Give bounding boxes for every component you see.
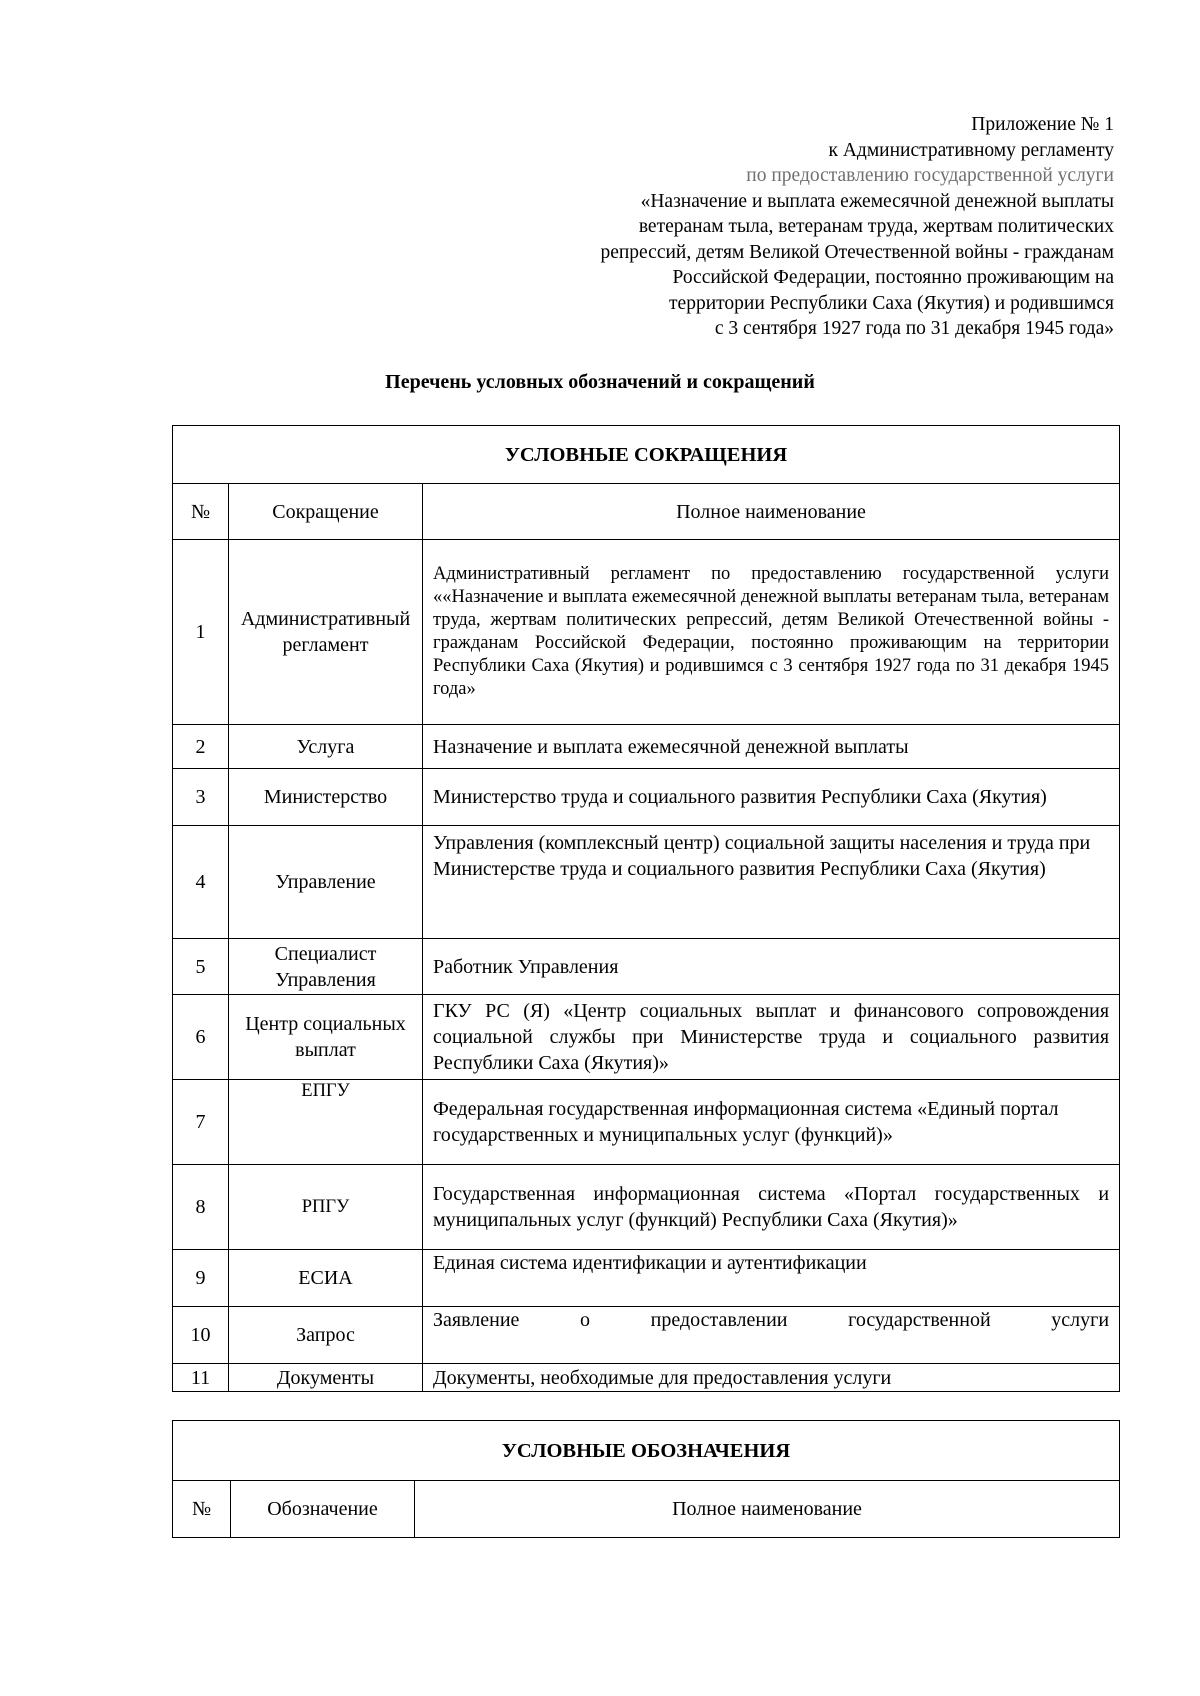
symbols-table <box>172 1420 1120 1538</box>
row-abbr: Центр социальных выплат <box>229 995 423 1080</box>
header-line: ветеранам тыла, ветеранам труда, жертвам политических <box>638 216 1114 237</box>
row-full: Министерство труда и социального развития Республики Саха (Якутия) <box>423 769 1120 826</box>
table-row <box>173 540 1120 725</box>
row-abbr: Запрос <box>229 1307 423 1364</box>
table-row <box>173 1364 1120 1392</box>
row-abbr: ЕПГУ <box>229 1080 423 1165</box>
row-num: 6 <box>173 995 229 1080</box>
header-line: Российской Федерации, постоянно проживающим на <box>672 267 1114 288</box>
table-section-header <box>173 1421 1120 1481</box>
column-header-full: Полное наименование <box>423 484 1120 540</box>
row-num: 11 <box>173 1364 229 1392</box>
row-num: 10 <box>173 1307 229 1364</box>
row-full: Федеральная государственная информационная система «Единый портал государственных и муниципальных услуг (функций)» <box>423 1080 1120 1165</box>
row-num: 9 <box>173 1250 229 1307</box>
table-row <box>173 1250 1120 1307</box>
table-row <box>173 995 1120 1080</box>
row-full: Заявление о предоставлении государственной услуги <box>423 1307 1120 1364</box>
column-header-abbr: Сокращение <box>229 484 423 540</box>
header-line: Приложение № 1 <box>971 114 1114 135</box>
row-num: 1 <box>173 540 229 725</box>
row-abbr: Услуга <box>229 725 423 769</box>
row-abbr: Специалист Управления <box>229 939 423 995</box>
row-num: 3 <box>173 769 229 826</box>
header-line: территории Республики Саха (Якутия) и родившимся <box>669 292 1114 314</box>
abbreviations-table <box>172 425 1120 1392</box>
row-full: Назначение и выплата ежемесячной денежной выплаты <box>423 725 1120 769</box>
header-line: к Административному регламенту <box>828 139 1114 161</box>
header-line: репрессий, детям Великой Отечественной войны - гражданам <box>600 241 1114 263</box>
row-full: Государственная информационная система «Портал государственных и муниципальных услуг (функций) Республики Саха (Якутия)» <box>423 1165 1120 1250</box>
row-full: Административный регламент по предоставлению государственной услуги ««Назначение и выплата ежемесячной денежной выплаты ветеранам тыла, ветеранам труда, жертвам политических репрессий, детям Великой Отечественной войны - гражданам Российской Федерации, постоянно проживающим на территории Республики Саха (Якутия) и родившимся с 3 сентября 1927 года по 31 декабря 1945 года» <box>423 540 1120 725</box>
header-line: с 3 сентября 1927 года по 31 декабря 1945 года» <box>714 318 1114 339</box>
section-title: УСЛОВНЫЕ ОБОЗНАЧЕНИЯ <box>173 1421 1120 1481</box>
row-abbr: Управление <box>229 826 423 939</box>
column-header-full: Полное наименование <box>415 1481 1120 1538</box>
row-num: 4 <box>173 826 229 939</box>
section-title: УСЛОВНЫЕ СОКРАЩЕНИЯ <box>173 426 1120 484</box>
table-column-header <box>173 484 1120 540</box>
table-row <box>173 1165 1120 1250</box>
table-row <box>173 769 1120 826</box>
column-header-sign: Обозначение <box>231 1481 415 1538</box>
column-header-num: № <box>173 1481 231 1538</box>
row-full: Работник Управления <box>423 939 1120 995</box>
column-header-num: № <box>173 484 229 540</box>
row-abbr: Документы <box>229 1364 423 1392</box>
table-section-header <box>173 426 1120 484</box>
row-full: Документы, необходимые для предоставления услуги <box>423 1364 1120 1392</box>
row-num: 5 <box>173 939 229 995</box>
table-row <box>173 725 1120 769</box>
row-full: Единая система идентификации и аутентификации <box>423 1250 1120 1307</box>
header-line: «Назначение и выплата ежемесячной денежной выплаты <box>640 190 1114 212</box>
document-title: Перечень условных обозначений и сокращений <box>385 371 815 393</box>
table-row <box>173 939 1120 995</box>
row-abbr: ЕСИА <box>229 1250 423 1307</box>
table-row <box>173 1080 1120 1165</box>
header-line: по предоставлению государственной услуги <box>746 165 1114 186</box>
row-num: 7 <box>173 1080 229 1165</box>
table-column-header <box>173 1481 1120 1538</box>
table-row <box>173 1307 1120 1364</box>
row-abbr: РПГУ <box>229 1165 423 1250</box>
row-num: 2 <box>173 725 229 769</box>
table-row <box>173 826 1120 939</box>
row-full: ГКУ РС (Я) «Центр социальных выплат и финансового сопровождения социальной службы при Министерстве труда и социального развития Республики Саха (Якутия)» <box>423 995 1120 1080</box>
row-full: Управления (комплексный центр) социальной защиты населения и труда при Министерстве труда и социального развития Республики Саха (Якутия) <box>423 826 1120 939</box>
appendix-header <box>600 112 1114 342</box>
row-abbr: Министерство <box>229 769 423 826</box>
row-abbr: Административный регламент <box>229 540 423 725</box>
row-num: 8 <box>173 1165 229 1250</box>
